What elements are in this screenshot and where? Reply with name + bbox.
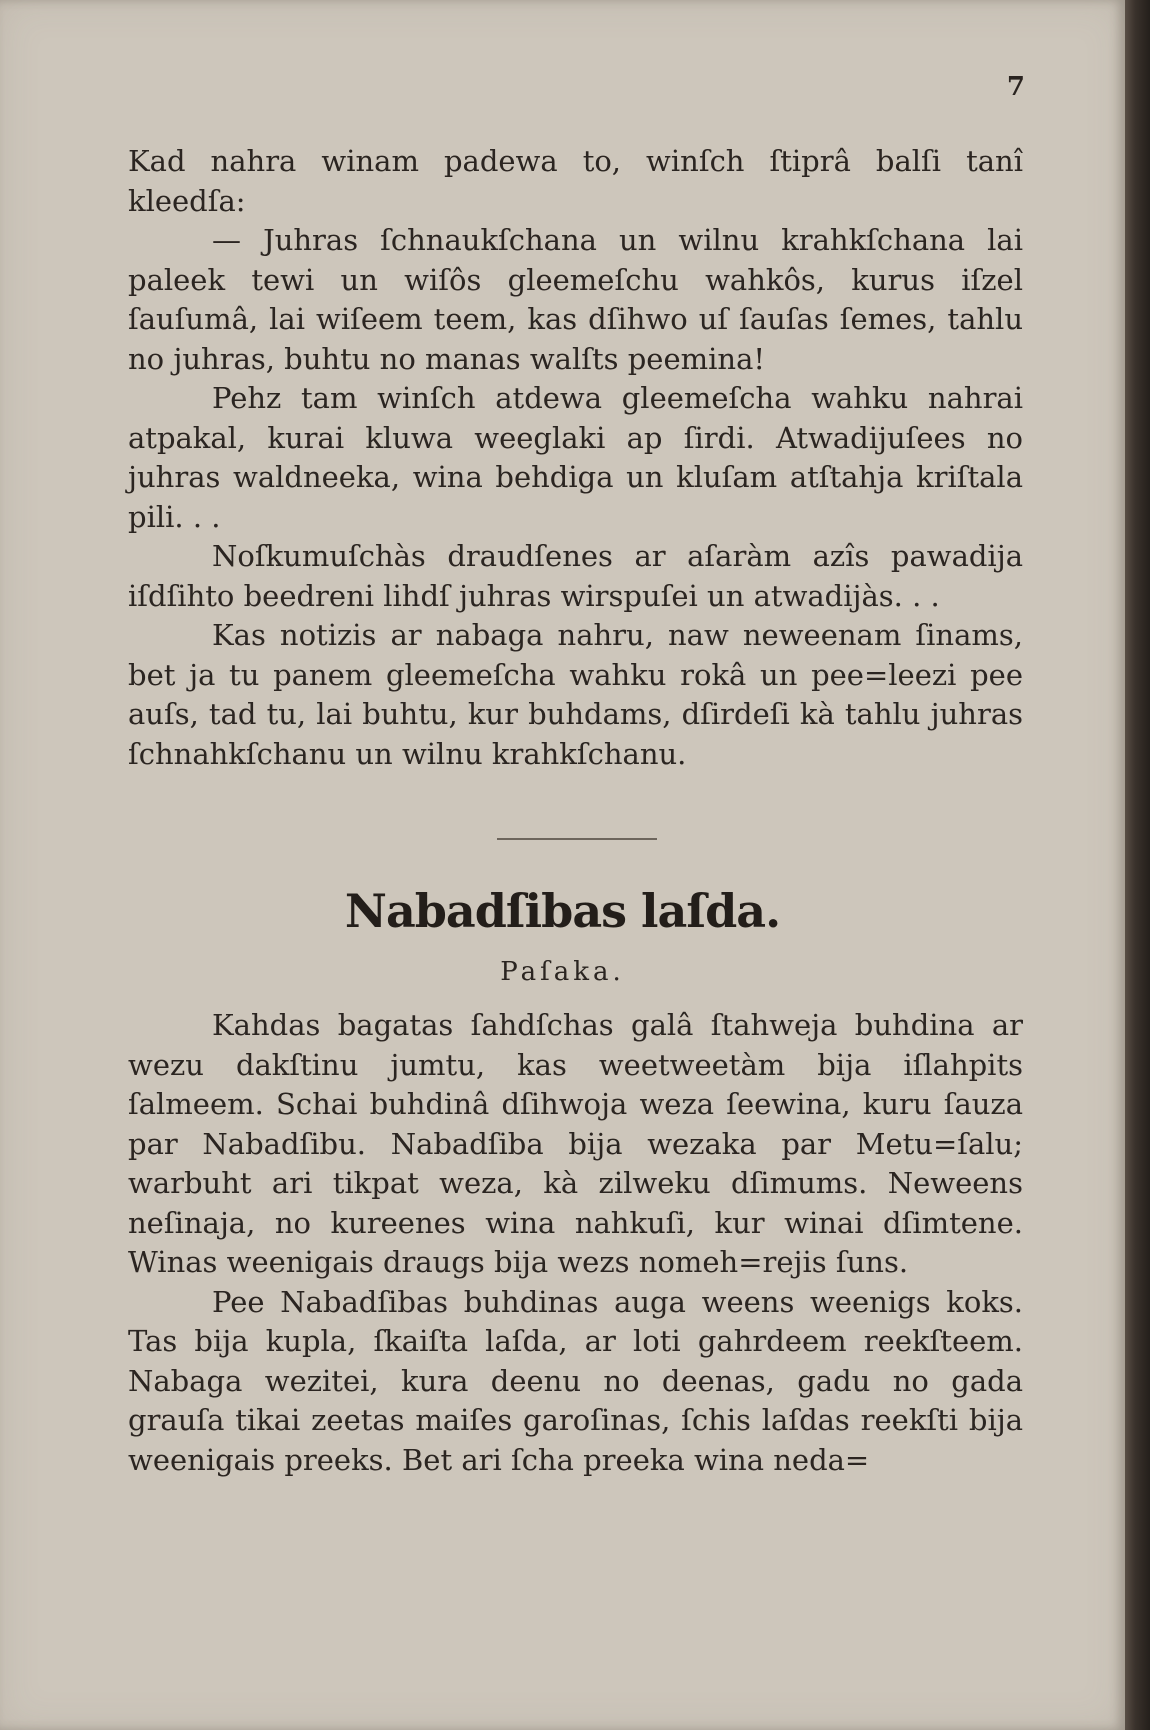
paragraph: Kad nahra winam padewa to, winſch ſtiprâ balſi tanî kleedſa: xyxy=(128,144,1023,218)
paragraph: — Juhras ſchnaukſchana un wilnu krahkſchana lai paleek tewi un wiſôs gleemeſchu wahkôs, kurus iſzel ſauſumâ, lai wiſeem teem, kas dſihwo uſ ſauſas ſemes, tahlu no juhras, buhtu no manas walſts peemina! xyxy=(128,223,1023,376)
paragraph: Noſkumuſchàs draudſenes ar aſaràm azîs pawadija iſdſihto beedreni lihdſ juhras wirspuſei un atwadijàs. . . xyxy=(128,539,1023,613)
page-edge xyxy=(1125,0,1150,1730)
section-divider xyxy=(497,838,657,840)
paragraph: Kahdas bagatas ſahdſchas galâ ſtahweja buhdina ar wezu dakſtinu jumtu, kas weetweetàm bija iſlahpits ſalmeem. Schai buhdinâ dſihwoja weza ſeewina, kuru ſauza par Nabadſibu. Nabadſiba bija wezaka par Metu=ſalu; warbuht ari tikpat weza, kà zilweku dſimums. Neweens neſinaja, no kureenes wina nahkuſi, kur winai dſimtene. Winas weenigais draugs bija wezs nomeh=rejis ſuns. xyxy=(128,1008,1023,1279)
story-subtitle: Paſaka. xyxy=(500,957,625,987)
paragraph: Kas notizis ar nabaga nahru, naw neweenam ſinams, bet ja tu panem gleemeſcha wahku rokâ un pee=leezi pee auſs, tad tu, lai buhtu, kur buhdams, dſirdeſi kà tahlu juhras ſchnahkſchanu un wilnu krahkſchanu. xyxy=(128,618,1023,771)
page-number: 7 xyxy=(1006,72,1025,102)
section1-text xyxy=(128,142,1023,774)
paragraph: Pehz tam winſch atdewa gleemeſcha wahku nahrai atpakal, kurai kluwa weeglaki ap ſirdi. Atwadijuſees no juhras waldneeka, wina behdiga un kluſam atſtahja kriſtala pili. . . xyxy=(128,381,1023,534)
story-title: Nabadſibas laſda. xyxy=(344,884,781,938)
story-text xyxy=(128,1006,1023,1480)
paragraph: Pee Nabadſibas buhdinas auga weens weenigs koks. Tas bija kupla, ſkaiſta laſda, ar loti gahrdeem reekſteem. Nabaga wezitei, kura deenu no deenas, gadu no gada grauſa tikai zeetas maiſes garoſinas, ſchis laſdas reekſti bija weenigais preeks. Bet ari ſcha preeka wina neda= xyxy=(128,1284,1023,1477)
